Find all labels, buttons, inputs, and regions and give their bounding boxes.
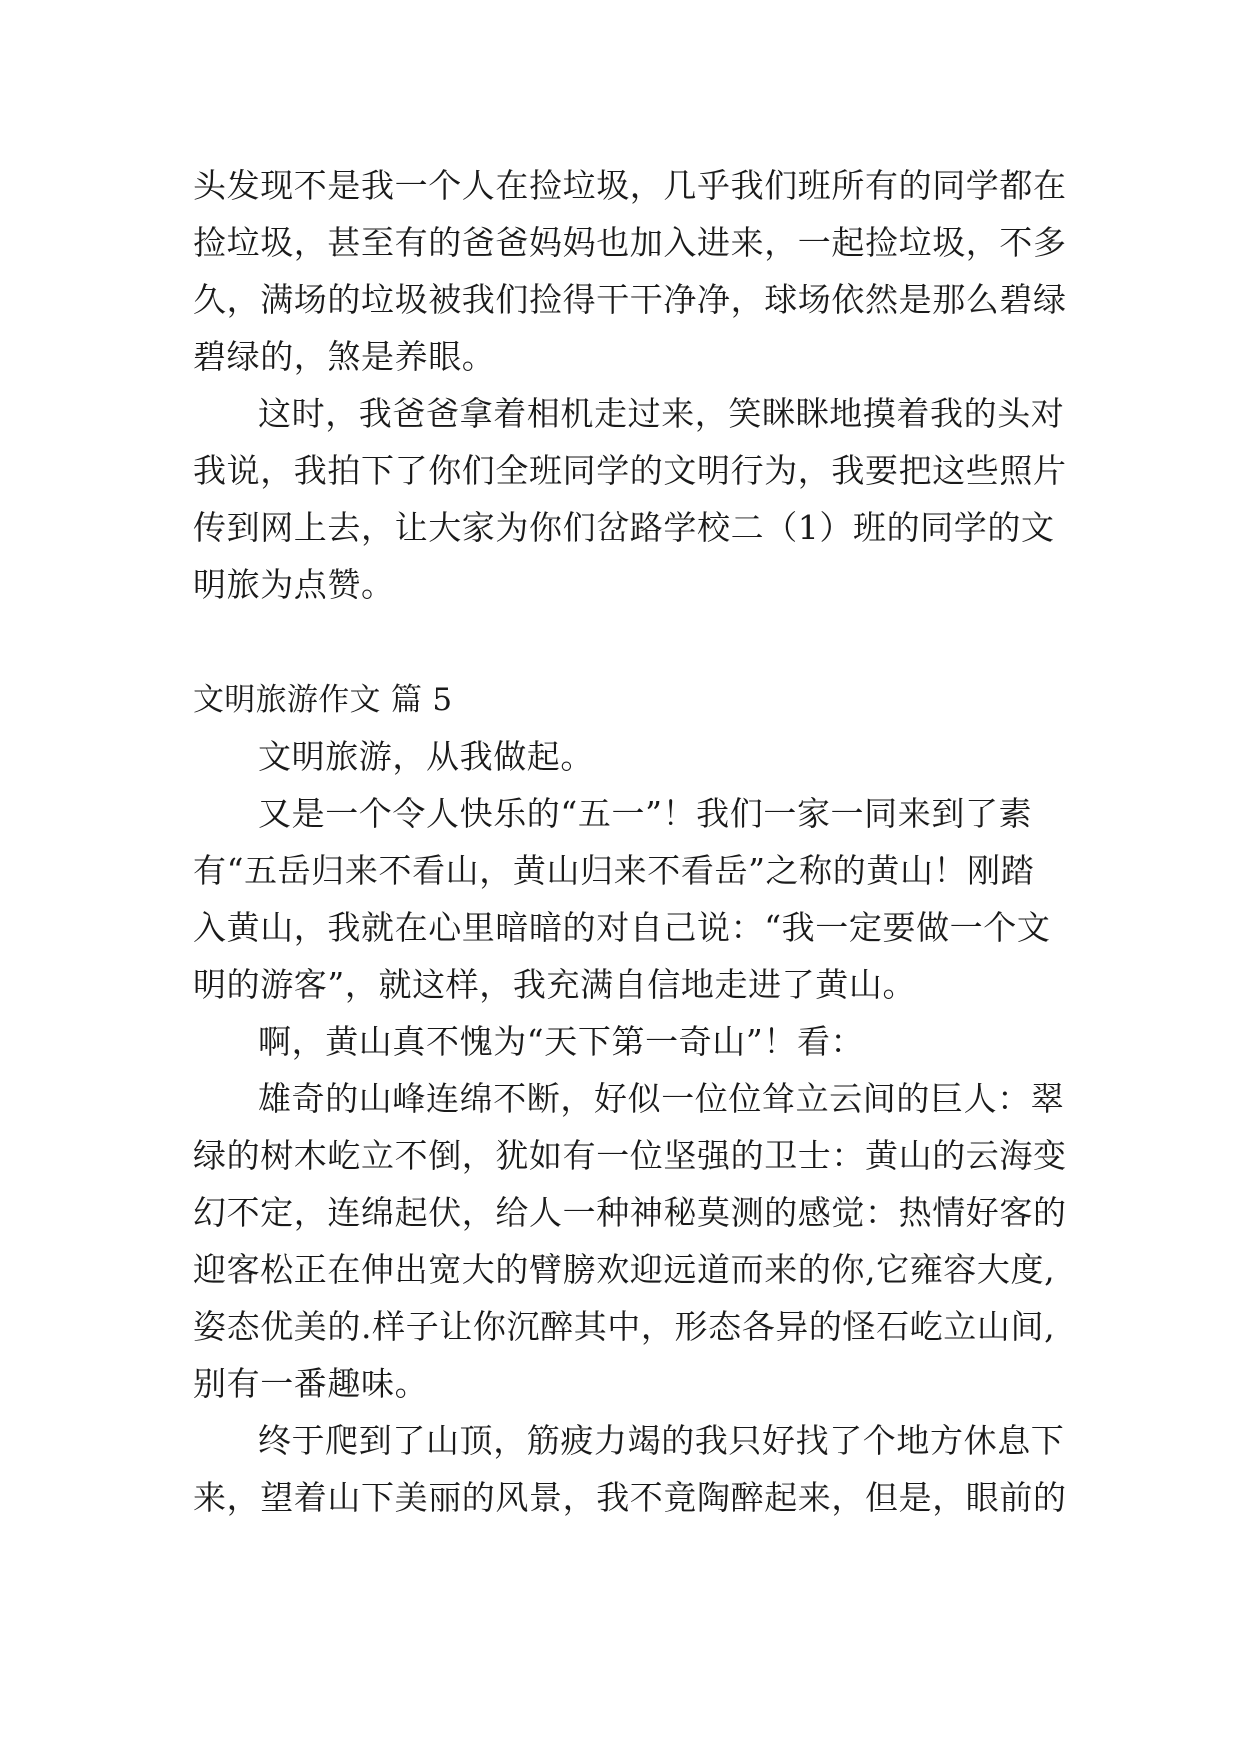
text-line: 啊，黄山真不愧为“天下第一奇山”！看： <box>258 1022 865 1061</box>
text-line: 碧绿的，煞是养眼。 <box>193 337 496 376</box>
text-line: 姿态优美的.样子让你沉醉其中，形态各异的怪石屹立山间, <box>193 1307 1056 1346</box>
text-line: 又是一个令人快乐的“五一”！我们一家一同来到了素 <box>258 794 1033 833</box>
text-line: 来，望着山下美丽的风景，我不竟陶醉起来，但是，眼前的 <box>193 1478 1067 1517</box>
text-line: 我说，我拍下了你们全班同学的文明行为，我要把这些照片 <box>193 451 1067 490</box>
text-line: 绿的树木屹立不倒，犹如有一位坚强的卫士：黄山的云海变 <box>193 1136 1067 1175</box>
text-line: 雄奇的山峰连绵不断，好似一位位耸立云间的巨人：翠 <box>258 1079 1065 1118</box>
text-line: 迎客松正在伸出宽大的臂膀欢迎远道而来的你,它雍容大度, <box>193 1250 1056 1289</box>
text-line: 头发现不是我一个人在捡垃圾，几乎我们班所有的同学都在 <box>193 166 1067 205</box>
text-line: 文明旅游，从我做起。 <box>258 737 594 776</box>
text-line: 明旅为点赞。 <box>193 565 395 604</box>
text-line: 入黄山，我就在心里暗暗的对自己说：“我一定要做一个文 <box>193 908 1051 947</box>
text-line: 这时，我爸爸拿着相机走过来，笑眯眯地摸着我的头对 <box>258 394 1065 433</box>
text-line: 终于爬到了山顶，筋疲力竭的我只好找了个地方休息下 <box>258 1421 1065 1460</box>
text-line: 有“五岳归来不看山，黄山归来不看岳”之称的黄山！刚踏 <box>193 851 1035 890</box>
text-line: 传到网上去，让大家为你们岔路学校二（1）班的同学的文 <box>193 508 1055 547</box>
text-line: 别有一番趣味。 <box>193 1364 429 1403</box>
text-line: 捡垃圾，甚至有的爸爸妈妈也加入进来，一起捡垃圾，不多 <box>193 223 1067 262</box>
text-line: 明的游客”，就这样，我充满自信地走进了黄山。 <box>193 965 917 1004</box>
text-line: 久，满场的垃圾被我们捡得干干净净，球场依然是那么碧绿 <box>193 280 1067 319</box>
section-title: 文明旅游作文 篇 5 <box>193 682 453 718</box>
text-line: 幻不定，连绵起伏，给人一种神秘莫测的感觉：热情好客的 <box>193 1193 1067 1232</box>
